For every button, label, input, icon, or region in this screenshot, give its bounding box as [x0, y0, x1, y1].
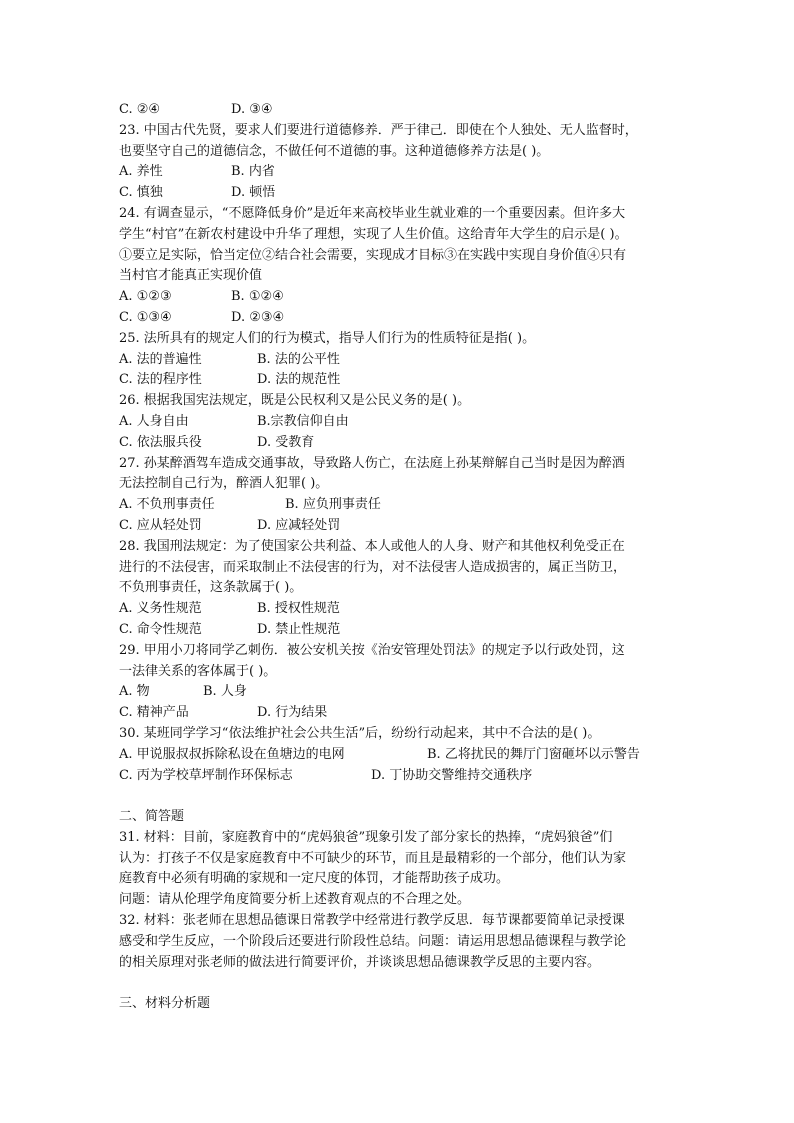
- options-row: [119, 162, 679, 183]
- question-29: [119, 641, 679, 724]
- question-stem-line: 问题：请从伦理学角度简要分析上述教育观点的不合理之处。: [119, 892, 471, 908]
- options-row: [119, 433, 679, 454]
- question-24: [119, 204, 679, 329]
- question-stem-line: 一法律关系的客体属于( )。: [119, 663, 277, 679]
- question-31: [119, 828, 679, 911]
- question-stem-line: ①要立足实际，恰当定位②结合社会需要，实现成才目标③在实践中实现自身价值④只有: [119, 247, 627, 263]
- question-stem-line: 31. 材料：目前，家庭教育中的“虎妈狼爸”现象引发了部分家长的热捧，“虎妈狼爸”们: [119, 829, 613, 845]
- option-b: B. ①②④: [231, 289, 284, 305]
- options-row: [119, 287, 679, 308]
- question-stem-line: 进行的不法侵害，而采取制止不法侵害的行为，对不法侵害人造成损害的，属正当防卫，: [119, 559, 627, 575]
- option-d: D. 丁协助交警维持交通秩序: [371, 767, 533, 783]
- option-a: A. 法的普遍性: [119, 351, 202, 367]
- question-stem-line: 认为：打孩子不仅是家庭教育中不可缺少的环节，而且是最精彩的一个部分，他们认为家: [119, 850, 627, 866]
- option-d: D. 应减轻处罚: [257, 517, 341, 533]
- option-a: A. 甲说服叔叔拆除私设在鱼塘边的电网: [119, 746, 345, 762]
- options-row: [119, 682, 679, 703]
- option-b: B. 授权性规范: [257, 601, 340, 617]
- question-stem-line: 感受和学生反应，一个阶段后还要进行阶段性总结。问题：请运用思想品德课程与教学论: [119, 933, 627, 949]
- option-b: B. 应负刑事责任: [285, 497, 381, 513]
- option-d: D. ②③④: [231, 309, 285, 325]
- question-stem-line: 27. 孙某醉酒驾车造成交通事故，导致路人伤亡，在法庭上孙某辩解自己当时是因为醉酒: [119, 455, 625, 471]
- spacer: [119, 973, 679, 994]
- option-d: D. ③④: [231, 102, 273, 117]
- q22-options-row: [119, 100, 679, 121]
- option-d: D. 受教育: [257, 434, 315, 450]
- question-stem-line: 25. 法所具有的规定人们的行为模式，指导人们行为的性质特征是指( )。: [119, 330, 536, 346]
- question-27: [119, 454, 679, 537]
- option-c: C. 应从轻处罚: [119, 517, 202, 533]
- question-stem-line: 26. 根据我国宪法规定，既是公民权利又是公民义务的是( )。: [119, 393, 471, 409]
- question-28: [119, 537, 679, 641]
- option-a: A. 养性: [119, 164, 163, 180]
- option-a: A. 人身自由: [119, 413, 189, 429]
- question-stem-line: 当村官才能真正实现价值: [119, 268, 263, 284]
- options-row: [119, 703, 679, 724]
- question-stem-line: 学生“村官”在新农村建设中升华了理想，实现了人生价值。这给青年大学生的启示是( )。: [119, 226, 628, 242]
- option-c: C. ②④: [119, 102, 161, 117]
- question-stem-line: 28. 我国刑法规定：为了使国家公共利益、本人或他人的人身、财产和其他权利免受正在: [119, 538, 625, 554]
- option-c: C. 法的程序性: [119, 372, 202, 388]
- option-c: C. 丙为学校草坪制作环保标志: [119, 767, 293, 783]
- option-b: B. 法的公平性: [257, 351, 340, 367]
- question-stem-line: 32. 材料：张老师在思想品德课日常教学中经常进行教学反思．每节课都要简单记录授课: [119, 913, 625, 929]
- option-a: A. 物: [119, 684, 150, 700]
- option-a: A. ①②③: [119, 289, 172, 305]
- question-stem-line: 也要坚守自己的道德信念，不做任何不道德的事。这种道德修养方法是( )。: [119, 143, 550, 159]
- question-stem-line: 23. 中国古代先贤，要求人们要进行道德修养．严于律己．即使在个人独处、无人监督时，: [119, 122, 638, 138]
- option-b: B. 人身: [203, 684, 247, 700]
- options-row: [119, 495, 679, 516]
- option-b: B. 乙将扰民的舞厅门窗砸坏以示警告: [427, 746, 640, 762]
- question-30: [119, 724, 679, 786]
- options-row: [119, 745, 679, 766]
- question-stem-line: 29. 甲用小刀将同学乙刺伤．被公安机关按《治安管理处罚法》的规定予以行政处罚，这: [119, 642, 625, 658]
- question-stem-line: 无法控制自己行为，醉酒人犯罪( )。: [119, 476, 329, 492]
- question-stem-line: 庭教育中必须有明确的家规和一定尺度的体罚，才能帮助孩子成功。: [119, 871, 510, 887]
- option-b: B. 内省: [231, 164, 275, 180]
- question-stem-line: 不负刑事责任，这条款属于( )。: [119, 580, 303, 596]
- options-row: [119, 599, 679, 620]
- options-row: [119, 370, 679, 391]
- question-stem-line: 30. 某班同学学习“依法维护社会公共生活”后，纷纷行动起来，其中不合法的是( )。: [119, 725, 601, 741]
- section-heading: 三、材料分析题: [119, 996, 211, 1012]
- options-row: [119, 412, 679, 433]
- option-b: B.宗教信仰自由: [257, 413, 349, 429]
- question-stem-line: 的相关原理对张老师的做法进行简要评价，并谈谈思想品德课教学反思的主要内容。: [119, 954, 601, 970]
- option-c: C. 依法服兵役: [119, 434, 202, 450]
- option-c: C. 命令性规范: [119, 621, 202, 637]
- options-row: [119, 766, 679, 787]
- option-c: C. 精神产品: [119, 705, 189, 721]
- options-row: [119, 620, 679, 641]
- exam-page: [119, 100, 679, 1015]
- question-32: [119, 911, 679, 973]
- options-row: [119, 516, 679, 537]
- option-c: C. ①③④: [119, 309, 172, 325]
- options-row: [119, 183, 679, 204]
- question-25: [119, 329, 679, 391]
- option-a: A. 义务性规范: [119, 601, 202, 617]
- option-c: C. 慎独: [119, 185, 163, 201]
- option-d: D. 禁止性规范: [257, 621, 341, 637]
- question-stem-line: 24. 有调查显示，“不愿降低身价”是近年来高校毕业生就业难的一个重要因素。但许多大: [119, 205, 626, 221]
- spacer: [119, 786, 679, 807]
- question-26: [119, 391, 679, 453]
- section-heading: 二、简答题: [119, 809, 185, 825]
- option-a: A. 不负刑事责任: [119, 497, 215, 513]
- question-23: [119, 121, 679, 204]
- options-row: [119, 308, 679, 329]
- option-d: D. 行为结果: [257, 705, 328, 721]
- option-d: D. 顿悟: [231, 185, 276, 201]
- options-row: [119, 350, 679, 371]
- option-d: D. 法的规范性: [257, 372, 341, 388]
